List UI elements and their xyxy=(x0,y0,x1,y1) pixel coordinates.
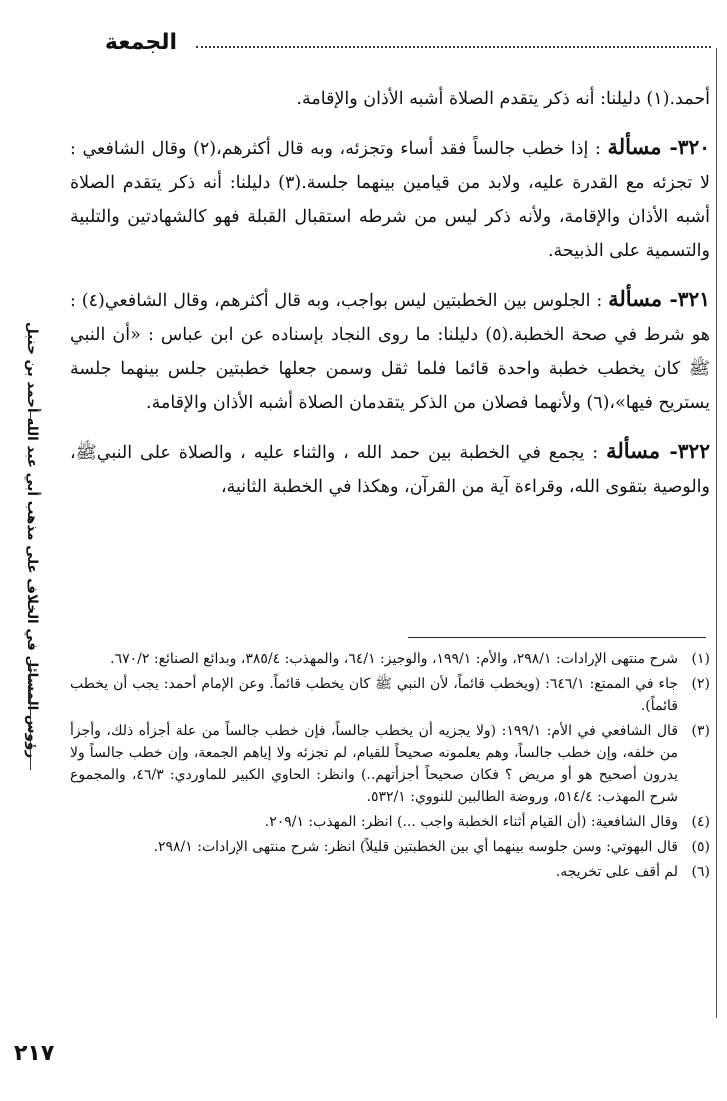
footnote-text: قال البهوتي: وسن جلوسه بينهما أي بين الخطبتين قليلاً) انظر: شرح منتهى الإرادات: ٢٩٨/١. xyxy=(153,839,678,855)
issue-text: : يجمع في الخطبة بين حمد الله ، والثناء عليه ، والصلاة على النبيﷺ، والوصية بتقوى الله، وقراءة آية من القرآن، وهكذا في الخطبة الثانية، xyxy=(70,443,710,497)
running-header-title: الجمعة xyxy=(104,30,178,55)
issue-text: : إذا خطب جالساً فقد أساء وتجزئه، وبه قال أكثرهم،(٢) وقال الشافعي : لا تجزئه مع القدرة عليه، ولابد من قيامين بينهما جلسة.(٣) دليلنا: أنه ذكر يتقدم الصلاة أشبه الأذان والإقامة، ولأنه ذكر ليس من شرطه استقبال القبلة فهو كالشهادتين والتلبية والتسمية على الذبيحة. xyxy=(70,139,710,261)
footnote xyxy=(70,861,710,883)
footnote-text: شرح منتهى الإرادات: ٢٩٨/١، والأم: ١٩٩/١، والوجيز: ٦٤/١، والمهذب: ٣٨٥/٤، وبدائع الصنائع: ٦٧٠/٢. xyxy=(110,651,678,667)
footnote-number: (٦) xyxy=(691,864,710,880)
footnote-text: لم أقف على تخريجه. xyxy=(555,864,678,880)
footnote-text: وقال الشافعية: (أن القيام أثناء الخطبة واجب ...) انظر: المهذب: ٢٠٩/١. xyxy=(264,814,678,830)
issue-320 xyxy=(70,130,710,268)
side-running-title xyxy=(6,321,58,759)
footnote xyxy=(70,811,710,833)
issue-keyword: مسألة xyxy=(607,134,662,159)
side-title-rule-bottom xyxy=(30,660,31,770)
issue-text: : الجلوس بين الخطبتين ليس بواجب، وبه قال أكثرهم، وقال الشافعي(٤) : هو شرط في صحة الخطبة.(٥) دليلنا: ما روى النجاد بإسناده عن ابن عباس : «أن النبي ﷺ كان يخطب خطبة واحدة قائما فلما ثقل وسمن جعلها خطبتين جلس بينهما جلسة يستريح فيها»،(٦) ولأنهما فصلان من الذكر يتقدمان الصلاة أشبه الأذان والإقامة. xyxy=(70,291,710,413)
footnote-separator xyxy=(408,637,706,638)
footnote-number: (٥) xyxy=(691,839,710,855)
issue-number: ٣٢٢- xyxy=(660,439,710,463)
main-text xyxy=(70,82,710,518)
header-dotted-rule xyxy=(196,46,711,48)
footnote-text: قال الشافعي في الأم: ١٩٩/١: (ولا يجزيه أن يخطب جالساً، فإن خطب جالساً من علة أجزأه ذلك، وأجزأ من خلفه، وإن خطب جالساً، وهم يعلمونه صحيحاً للقيام، لم تجزئه ولا إياهم الجمعة، وإن خطب جالساً ولا يدرون أصحيح هو أو مريض ؟ فكان صحيحاً أجزأتهم..) وانظر: الحاوي الكبير للماوردي: ٤٦/٣، والمجموع شرح المهذب: ٥١٤/٤، وروضة الطالبين للنووي: ٥٣٢/١. xyxy=(70,723,679,805)
footnotes xyxy=(70,648,710,886)
footnote-number: (٣) xyxy=(691,723,710,739)
page-number: ٢١٧ xyxy=(14,1041,55,1066)
issue-keyword: مسألة xyxy=(606,438,661,463)
issue-322 xyxy=(70,434,710,504)
footnote xyxy=(70,648,710,670)
footnote-text: جاء في الممتع: ٦٤٦/١: (ويخطب قائماً، لأن النبي ﷺ كان يخطب قائماً. وعن الإمام أحمد: يجب أن يخطب قائماً). xyxy=(70,676,679,714)
side-running-title-text: رؤوس المسائل في الخلاف على مذهب أبي عبد الله أحمد بن حنبل xyxy=(24,321,40,759)
footnote xyxy=(70,673,710,717)
footnote xyxy=(70,720,710,808)
paragraph-continuation xyxy=(70,82,710,116)
right-margin-rule xyxy=(716,48,717,1018)
issue-keyword: مسألة xyxy=(608,286,663,311)
footnote-number: (١) xyxy=(691,651,710,667)
issue-number: ٣٢١- xyxy=(662,287,710,311)
footnote-number: (٤) xyxy=(691,814,710,830)
footnote-number: (٢) xyxy=(691,676,710,692)
footnote xyxy=(70,836,710,858)
issue-321 xyxy=(70,282,710,420)
issue-number: ٣٢٠- xyxy=(661,135,710,159)
paragraph-text: أحمد.(١) دليلنا: أنه ذكر يتقدم الصلاة أشبه الأذان والإقامة. xyxy=(296,89,710,109)
